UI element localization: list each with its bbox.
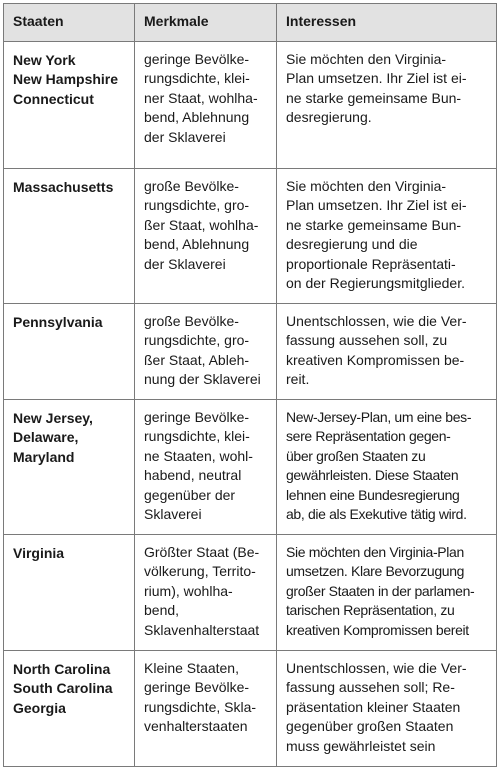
cell-states [4,168,135,303]
interest-line: gewährleisten. Diese Staaten [286,467,459,483]
interest-line: Plan umsetzen. Ihr Ziel ist ei- [286,197,467,213]
interest-line: gegenüber großen Staaten [286,718,454,734]
interest-line: on der Regierungsmitglieder. [286,275,465,291]
interest-line: desregierung. [286,109,372,125]
interest-line: proportionale Repräsentati- [286,255,456,272]
interest-line: Sie möchten den Virginia- [286,50,447,67]
feature-line: ßer Staat, wohlha- [144,216,259,233]
interest-line: reit. [286,371,310,387]
feature-line: bend, Ablehnung [144,236,250,252]
feature-line: rium), wohlha- [144,582,233,599]
interest-line: New-Jersey-Plan, um eine bes- [286,408,472,425]
feature-line: Kleine Staaten, [144,659,239,676]
cell-interests [277,303,497,399]
state-name: New York [13,51,76,68]
header-row [4,4,497,42]
interest-line: Unentschlossen, wie die Ver- [286,312,467,329]
table-body [4,41,497,766]
interest-line: präsentation kleiner Staaten [286,698,461,715]
state-name: Virginia [13,544,65,561]
state-name: Delaware, [13,429,79,445]
feature-line: der Sklaverei [144,255,226,272]
header-merkmale: Merkmale [135,4,277,42]
feature-line: rungsdichte, klei- [144,70,250,86]
feature-line: gegenüber der [144,486,236,503]
feature-line: bend, [144,602,180,618]
header-interessen: Interessen [277,4,497,42]
state-name: Maryland [13,448,75,465]
interest-line: lehnen eine Bundesregierung [286,486,460,503]
feature-line: rungsdichte, klei- [144,428,250,444]
table-row [4,303,497,399]
cell-features [135,168,277,303]
feature-line: Sklavenhalterstaat [144,621,260,638]
interest-line: desregierung und die [286,236,418,252]
feature-line: bend, Ablehnung [144,109,250,125]
state-name: Massachusetts [13,178,114,195]
cell-interests [277,534,497,650]
feature-line: rungsdichte, gro- [144,332,250,348]
cell-states [4,303,135,399]
cell-interests [277,168,497,303]
feature-line: große Bevölke- [144,177,239,194]
interest-line: ne starke gemeinsame Bun- [286,89,462,106]
table-row [4,41,497,168]
cell-features [135,650,277,766]
interest-line: umsetzen. Klare Bevorzugung [286,563,465,579]
states-table [3,3,497,767]
interest-line: Unentschlossen, wie die Ver- [286,659,467,676]
feature-line: ne Staaten, wohl- [144,447,253,464]
feature-line: rungsdichte, gro- [144,197,250,213]
state-name: Georgia [13,699,66,716]
feature-line: geringe Bevölke- [144,50,250,67]
interest-line: ne starke gemeinsame Bun- [286,216,462,233]
cell-features [135,303,277,399]
interest-line: großer Staaten in der parlamen- [286,582,475,599]
cell-features [135,399,277,534]
interest-line: ab, die als Exekutive tätig wird. [286,506,467,522]
feature-line: geringe Bevölke- [144,408,250,425]
cell-features [135,534,277,650]
interest-line: über großen Staaten zu [286,447,426,464]
state-name: North Carolina [13,660,111,677]
feature-line: große Bevölke- [144,312,239,329]
feature-line: Sklaverei [144,506,202,522]
feature-line: ßer Staat, Ableh- [144,351,250,368]
interest-line: Sie möchten den Virginia- [286,177,447,194]
interest-line: sere Repräsentation gegen- [286,428,451,444]
cell-features [135,41,277,168]
interest-line: muss gewährleistet sein [286,737,436,754]
cell-states [4,650,135,766]
cell-interests [277,41,497,168]
table-header [4,4,497,42]
state-name: New Jersey, [13,409,93,426]
table-row [4,168,497,303]
cell-interests [277,650,497,766]
interest-line: kreativen Kompromissen bereit [286,621,469,638]
table-row [4,399,497,534]
state-name: Pennsylvania [13,313,103,330]
cell-interests [277,399,497,534]
feature-line: rungsdichte, Skla- [144,698,257,715]
interest-line: kreativen Kompromissen be- [286,351,465,368]
cell-states [4,399,135,534]
interest-line: fassung aussehen soll; Re- [286,679,455,695]
interest-line: fassung aussehen soll, zu [286,332,448,348]
state-name: New Hampshire [13,71,119,87]
feature-line: nung der Sklaverei [144,371,261,387]
interest-line: tarischen Repräsentation, zu [286,602,455,618]
interest-line: Plan umsetzen. Ihr Ziel ist ei- [286,70,467,86]
interest-line: Sie möchten den Virginia-Plan [286,543,464,560]
feature-line: völkerung, Territo- [144,563,256,579]
table-row [4,650,497,766]
cell-states [4,534,135,650]
states-table-container [3,3,496,767]
cell-states [4,41,135,168]
feature-line: venhalterstaaten [144,718,248,734]
feature-line: geringe Bevölke- [144,679,250,695]
header-staaten: Staaten [4,4,135,42]
state-name: South Carolina [13,680,113,696]
table-row [4,534,497,650]
state-name: Connecticut [13,90,94,107]
feature-line: der Sklaverei [144,128,226,145]
feature-line: ner Staat, wohlha- [144,89,258,106]
feature-line: habend, neutral [144,467,242,483]
feature-line: Größter Staat (Be- [144,543,260,560]
